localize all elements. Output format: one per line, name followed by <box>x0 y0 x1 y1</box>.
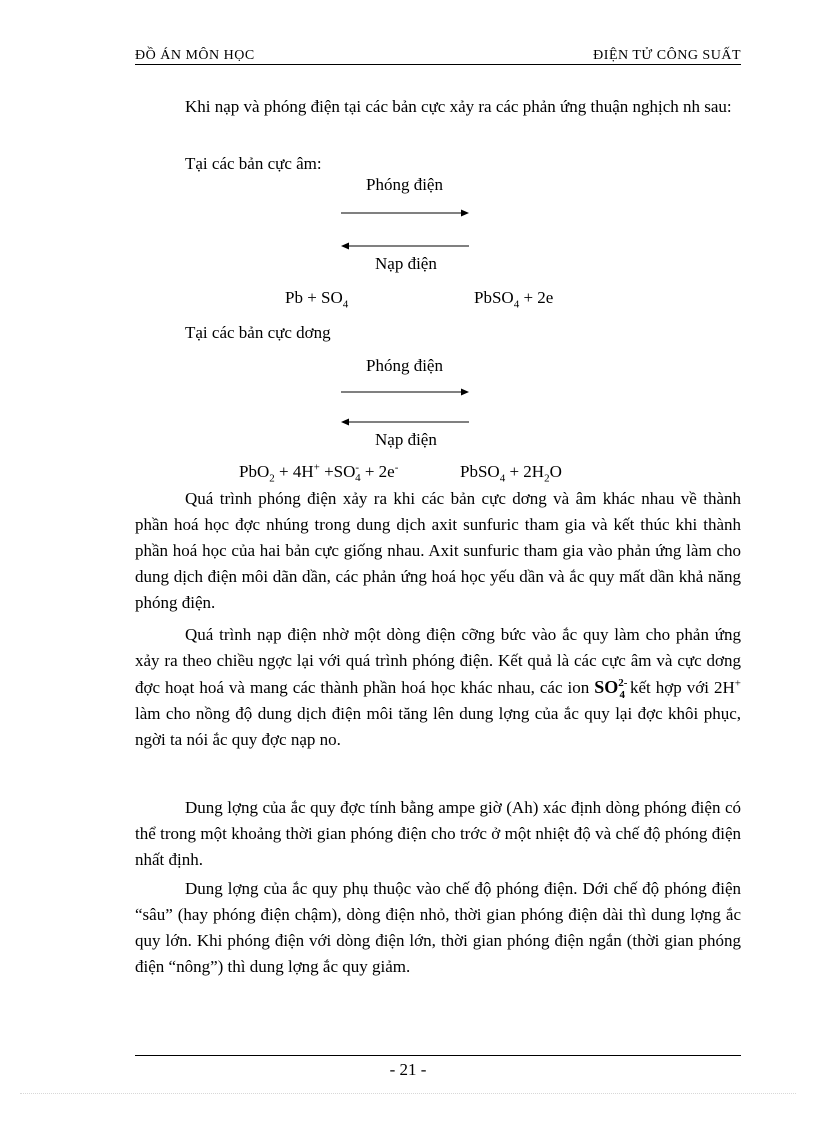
pos-reactants: $PbO_2 + 4H^+ +SO^-_4 + 2e^-$ <box>239 461 399 485</box>
pos-reverse-label: Nạp điện <box>375 430 437 449</box>
page-bottom-border <box>20 1093 796 1094</box>
footer-rule <box>135 1055 741 1056</box>
neg-forward-arrow <box>341 208 469 218</box>
neg-reverse-arrow <box>341 241 469 251</box>
negative-plate-label: Tại các bản cực âm: <box>185 154 322 173</box>
header-left-title: ĐỒ ÁN MÔN HỌC <box>135 48 255 63</box>
page-number: - 21 - <box>389 1060 427 1079</box>
neg-forward-label: Phóng điện <box>366 175 443 194</box>
page-header <box>135 48 741 65</box>
pos-forward-arrow <box>341 387 469 397</box>
pos-reverse-arrow <box>341 417 469 427</box>
positive-plate-label: Tại các bản cực dơng <box>185 323 331 342</box>
paragraph-charge: Quá trình nạp điện nhờ một dòng điện cỡng bức vào ắc quy làm cho phản ứng xảy ra theo chiều ngợc lại với quá trình phóng điện. Kết quả là các cực âm và cực dơng đợc hoạt hoá và mang các thành phần hoá học khác nhau, các ion $SO^{2-}_4$ kết hợp với 2H+ làm cho nồng độ dung dịch điện môi tăng lên dung lợng của ắc quy lại đợc khôi phục, ngời ta nói ắc quy đợc nạp no. <box>135 625 742 749</box>
paragraph-discharge: Quá trình phóng điện xảy ra khi các bản cực dơng và âm khác nhau về thành phần hoá học đợc nhúng trong dung dịch axit sunfuric tham gia và kết thúc khi thành phần hoá học của hai bản cực giống nhau. Axit sunfuric tham gia vào phản ứng làm cho dung dịch điện môi dãn dần, các phản ứng hoá học yếu dần và ắc quy mất dần khả năng phóng điện. <box>135 489 741 612</box>
paragraph-capacity: Dung lợng của ắc quy đợc tính bằng ampe giờ (Ah) xác định dòng phóng điện có thể trong một khoảng thời gian phóng điện cho trớc ở một nhiệt độ và chế độ phóng điện nhất định. <box>135 798 741 869</box>
pos-products: PbSO$_4$ + $2H_2O$ <box>460 462 562 485</box>
pos-forward-label: Phóng điện <box>366 356 443 375</box>
neg-reactants: $Pb + SO_4$ <box>285 288 349 311</box>
paragraph-capacity-mode: Dung lợng của ắc quy phụ thuộc vào chế độ phóng điện. Dới chế độ phóng điện “sâu” (hay phóng điện chậm), dòng điện nhỏ, thời gian phóng điện dài thì dung lợng ắc quy lớn. Khi phóng điện với dòng điện lớn, thời gian phóng điện ngắn (thời gian phóng điện “nông”) thì dung lợng ắc quy giảm. <box>135 879 741 976</box>
neg-reverse-label: Nạp điện <box>375 254 437 273</box>
neg-products: PbSO$_4$ + 2e <box>474 288 554 311</box>
header-right-title: ĐIỆN TỬ CÔNG SUẤT <box>593 48 741 63</box>
intro-paragraph: Khi nạp và phóng điện tại các bản cực xảy ra các phản ứng thuận nghịch nh sau: <box>185 97 732 116</box>
sulfate-ion: $SO^{2-}_4$ <box>594 677 628 701</box>
